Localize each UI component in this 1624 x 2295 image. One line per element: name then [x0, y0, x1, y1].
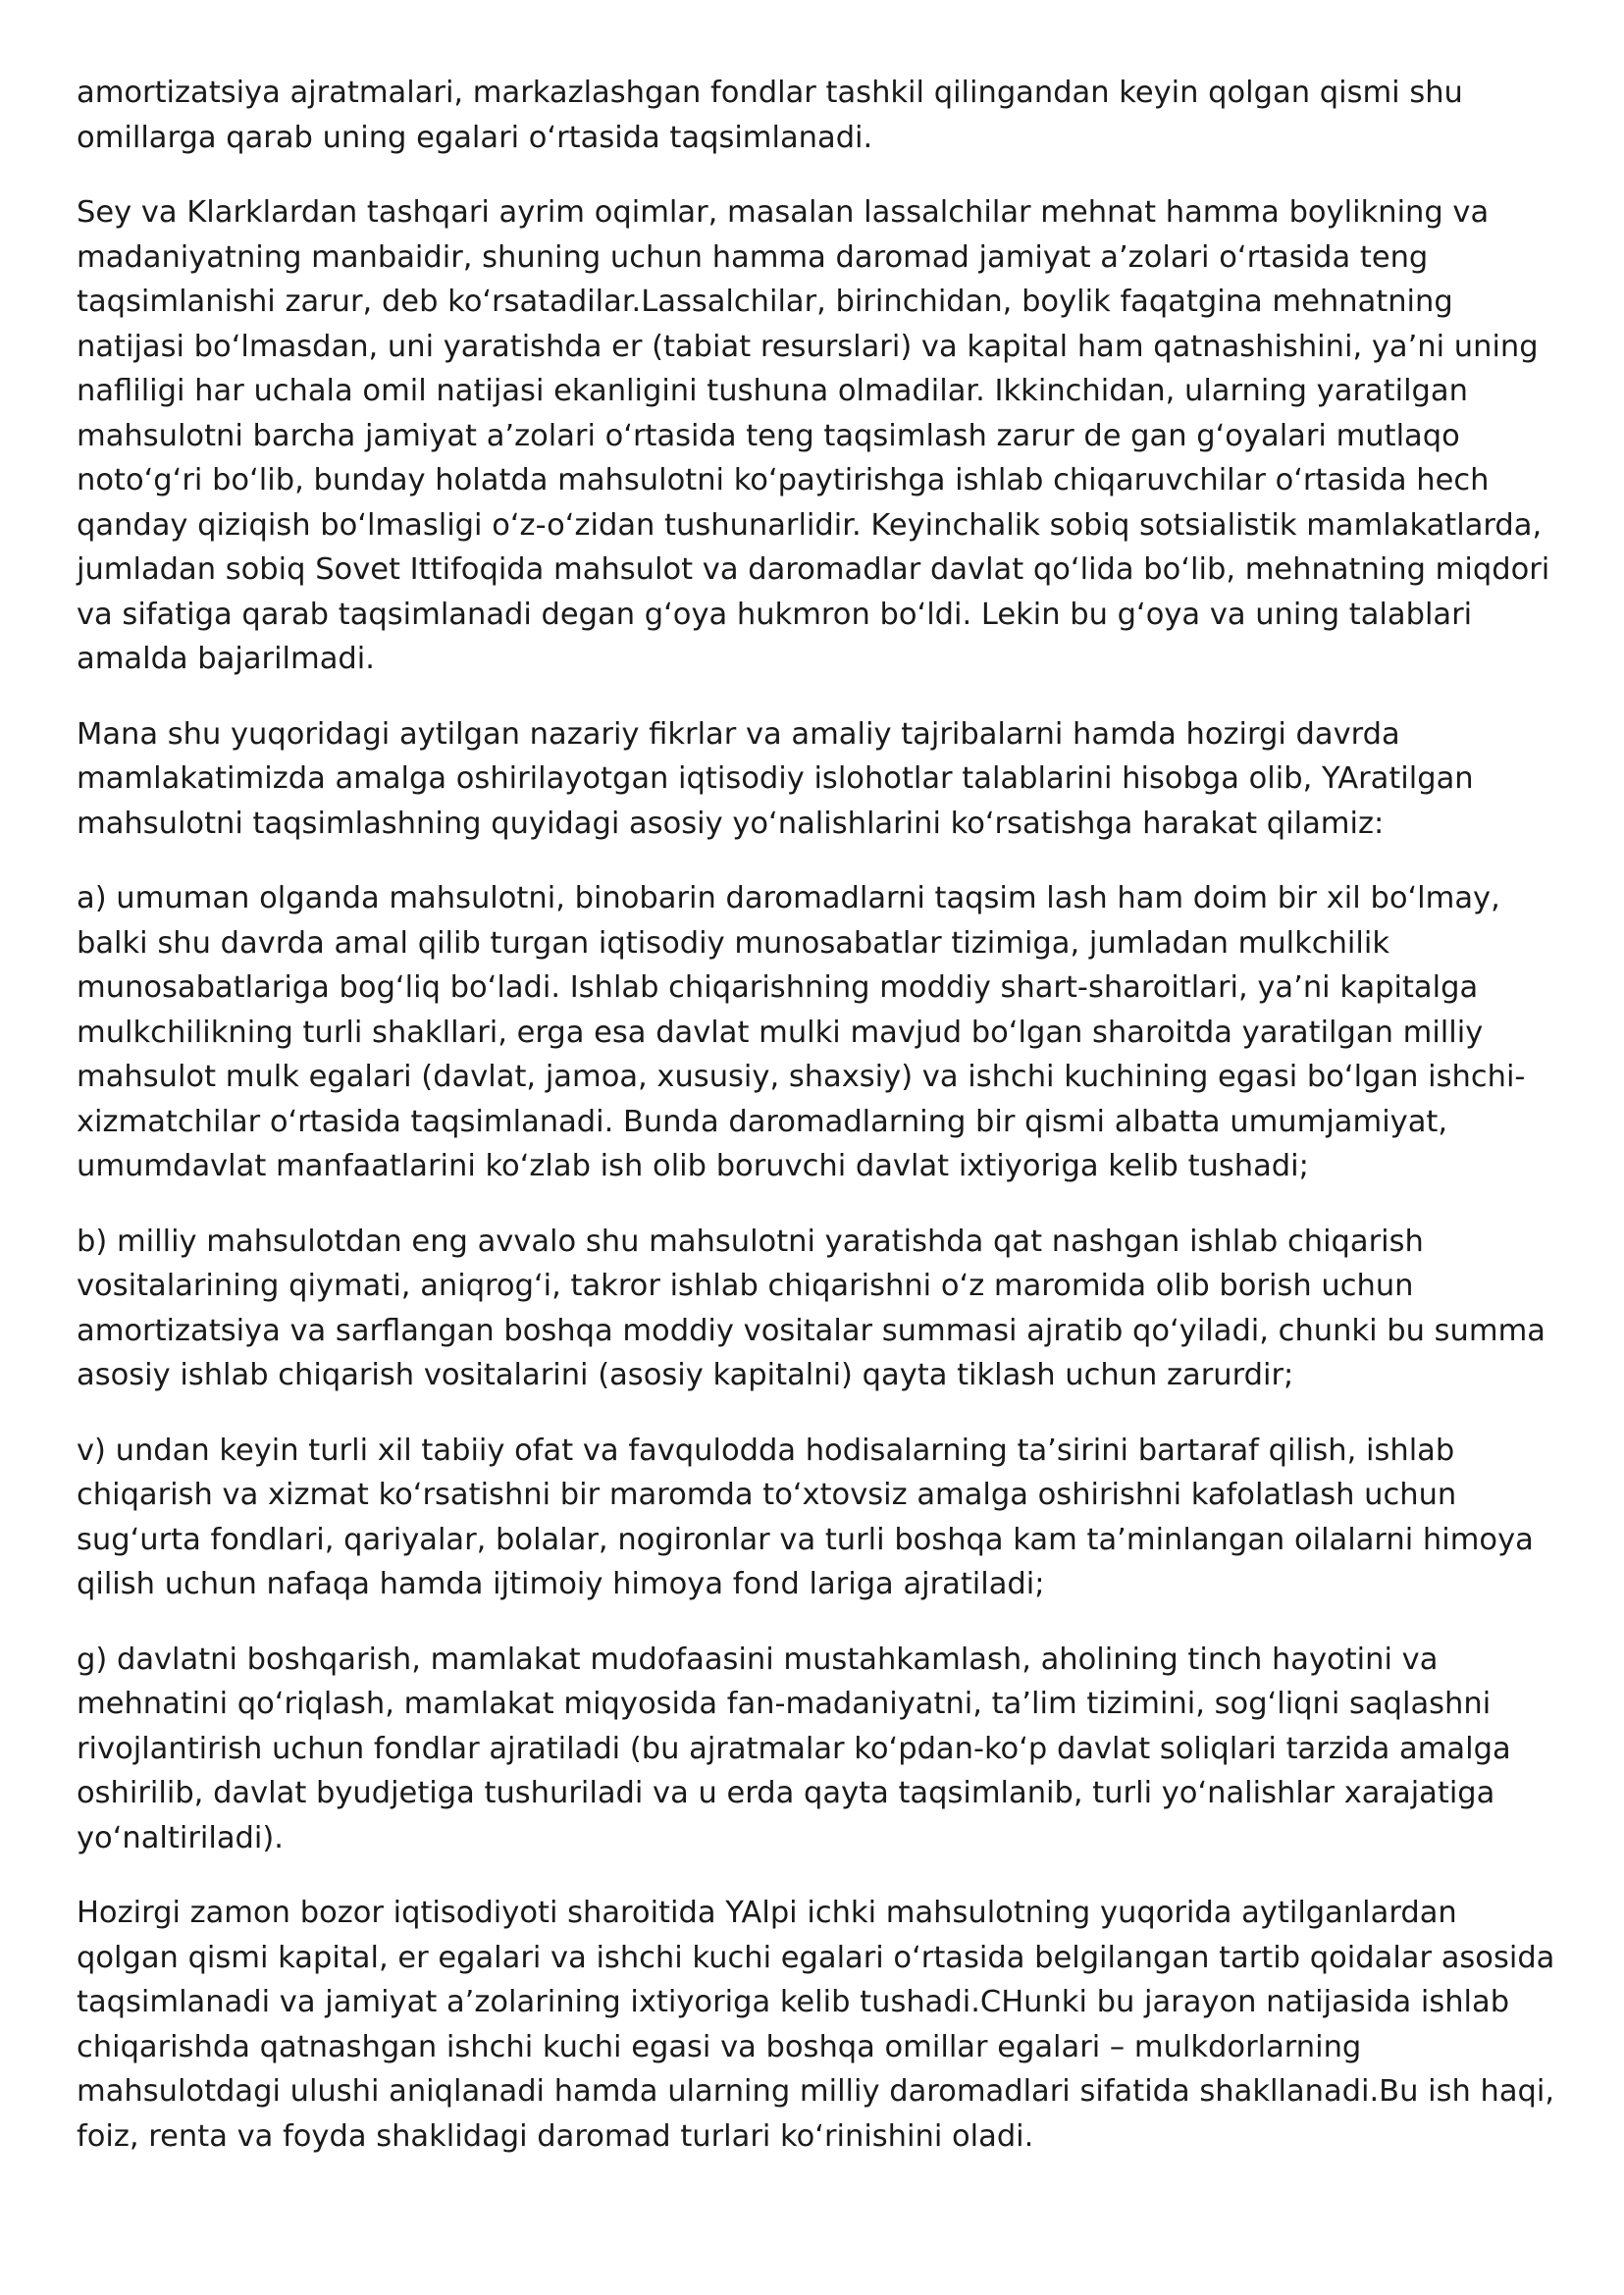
- paragraph-amortization-intro: amortizatsiya ajratmalari, markazlashgan fondlar tashkil qilingandan keyin qolgan qismi shu omillarga qarab uning egalari oʻrtasida taqsimlanadi.: [77, 76, 1463, 155]
- paragraph-market-economy: Hozirgi zamon bozor iqtisodiyoti sharoitida YAlpi ichki mahsulotning yuqorida aytilganlardan qolgan qismi kapital, er egalari va ishchi kuchi egalari oʻrtasida belgilangan tartib qoidalar asosida taqsimlanadi va jamiyat aʼzolarining ixtiyoriga kelib tushadi.CHunki bu jarayon natijasida ishlab chiqarishda qatnashgan ishchi kuchi egasi va boshqa omillar egalari – mulkdorlarning mahsulotdagi ulushi aniqlanadi hamda ularning milliy daromadlari sifatida shakllanadi.Bu ish haqi, foiz, renta va foyda shaklidagi daromad turlari koʻrinishini oladi.: [77, 1896, 1555, 2154]
- paragraph-item-v: v) undan keyin turli xil tabiiy ofat va favqulodda hodisalarning taʼsirini bartaraf qilish, ishlab chiqarish va xizmat koʻrsatishni bir maromda toʻxtovsiz amalga oshirishni kafolatlash uchun sugʻurta fondlari, qariyalar, bolalar, nogironlar va turli boshqa kam taʼminlangan oilalarni himoya qilish uchun nafaqa hamda ijtimoiy himoya fond lariga ajratiladi;: [77, 1433, 1534, 1601]
- paragraph-item-a: a) umuman olganda mahsulotni, binobarin daromadlarni taqsim lash ham doim bir xil boʻlmay, balki shu davrda amal qilib turgan iqtisodiy munosabatlar tizimiga, jumladan mulkchilik munosabatlariga bogʻliq boʻladi. Ishlab chiqarishning moddiy shart-sharoitlari, yaʼni kapitalga mulkchilikning turli shakllari, erga esa davlat mulki mavjud boʻlgan sharoitda yaratilgan milliy mahsulot mulk egalari (davlat, jamoa, xususiy, shaxsiy) va ishchi kuchining egasi boʻlgan ishchi-xizmatchilar oʻrtasida taqsimlanadi. Bunda daromadlarning bir qismi albatta umumjamiyat, umumdavlat manfaatlarini koʻzlab ish olib boruvchi davlat ixtiyoriga kelib tushadi;: [77, 881, 1526, 1183]
- paragraph-item-g: g) davlatni boshqarish, mamlakat mudofaasini mustahkamlash, aholining tinch hayotini va mehnatini qoʻriqlash, mamlakat miqyosida fan-madaniyatni, taʼlim tizimini, sogʻliqni saqlashni rivojlantirish uchun fondlar ajratiladi (bu ajratmalar koʻpdan-koʻp davlat soliqlari tarzida amalga oshirilib, davlat byudjetiga tushuriladi va u erda qayta taqsimlanib, turli yoʻnalishlar xarajatiga yoʻnaltiriladi).: [77, 1642, 1511, 1855]
- paragraph-item-b: b) milliy mahsulotdan eng avvalo shu mahsulotni yaratishda qat nashgan ishlab chiqarish vositalarining qiymati, aniqrogʻi, takror ishlab chiqarishni oʻz maromida olib borish uchun amortizatsiya va sarflangan boshqa moddiy vositalar summasi ajratib qoʻyiladi, chunki bu summa asosiy ishlab chiqarish vositalarini (asosiy kapitalni) qayta tiklash uchun zarurdir;: [77, 1224, 1545, 1392]
- paragraph-lassalchilar: Sey va Klarklardan tashqari ayrim oqimlar, masalan lassalchilar mehnat hamma boylikning va madaniyatning manbaidir, shuning uchun hamma daromad jamiyat aʼzolari oʻrtasida teng taqsimlanishi zarur, deb koʻrsatadilar.Lassalchilar, birinchidan, boylik faqatgina mehnatning natijasi boʻlmasdan, uni yaratishda er (tabiat resurslari) va kapital ham qatnashishini, yaʼni uning nafliligi har uchala omil natijasi ekanligini tushuna olmadilar. Ikkinchidan, ularning yaratilgan mahsulotni barcha jamiyat aʼzolari oʻrtasida teng taqsimlash zarur de gan gʻoyalari mutlaqo notoʻgʻri boʻlib, bunday holatda mahsulotni koʻpaytirishga ishlab chiqaruvchilar oʻrtasida hech qanday qiziqish boʻlmasligi oʻz-oʻzidan tushunarlidir. Keyinchalik sobiq sotsialistik mamlakatlarda, jumladan sobiq Sovet Ittifoqida mahsulot va daromadlar davlat qoʻlida boʻlib, mehnatning miqdori va sifatiga qarab taqsimlanadi degan gʻoya hukmron boʻldi. Lekin bu gʻoya va uning talablari amalda bajarilmadi.: [77, 195, 1550, 676]
- paragraph-distribution-directions: Mana shu yuqoridagi aytilgan nazariy fikrlar va amaliy tajribalarni hamda hozirgi davrda mamlakatimizda amalga oshirilayotgan iqtisodiy islohotlar talablarini hisobga olib, YAratilgan mahsulotni taqsimlashning quyidagi asosiy yoʻnalishlarini koʻrsatishga harakat qilamiz:: [77, 716, 1474, 841]
- document-body: [77, 71, 1568, 2189]
